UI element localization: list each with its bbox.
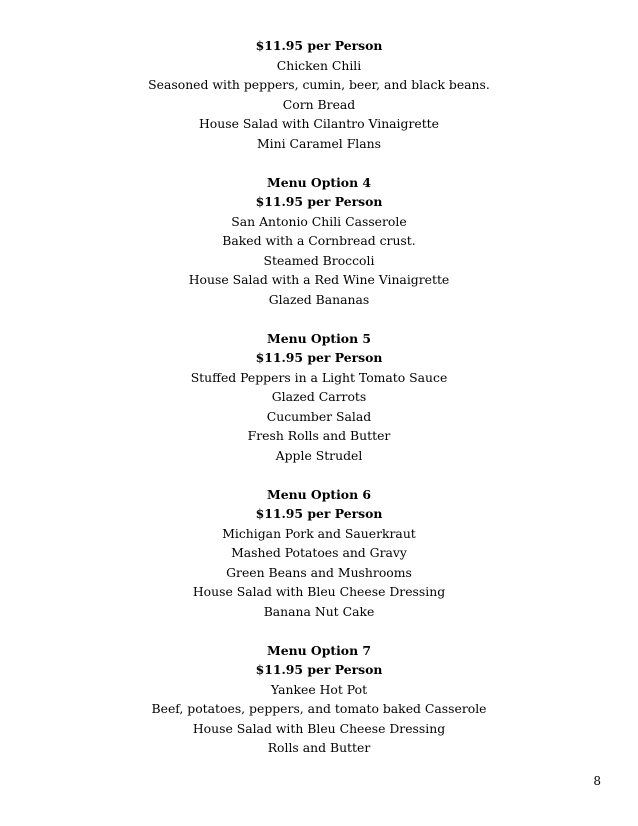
menu-item: Beef, potatoes, peppers, and tomato baked Casserole: [151, 701, 487, 716]
menu-option-4: [0, 173, 638, 310]
menu-item: Fresh Rolls and Butter: [247, 428, 391, 443]
menu-price: $11.95 per Person: [255, 350, 383, 365]
section-gap: [0, 153, 638, 173]
menu-item: House Salad with Bleu Cheese Dressing: [192, 584, 446, 599]
menu-item: Rolls and Butter: [267, 740, 371, 755]
menu-price: $11.95 per Person: [255, 38, 383, 53]
menu-title: Menu Option 5: [266, 330, 372, 346]
menu-item: Apple Strudel: [275, 447, 363, 463]
menu-item: San Antonio Chili Casserole: [231, 213, 407, 229]
menu-title: Menu Option 6: [266, 486, 372, 502]
menu-item: Glazed Bananas: [268, 291, 370, 307]
menu-item: Glazed Carrots: [271, 389, 367, 404]
menu-item: Chicken Chili: [276, 57, 362, 73]
menu-title: Menu Option 4: [266, 174, 372, 190]
menu-item: Stuffed Peppers in a Light Tomato Sauce: [190, 369, 448, 385]
menu-option-3-continued: [0, 36, 638, 153]
menu-title: Menu Option 7: [266, 642, 372, 658]
section-gap: [0, 465, 638, 485]
section-gap: [0, 309, 638, 329]
menu-item: Baked with a Cornbread crust.: [222, 233, 416, 248]
page-number: 8: [593, 774, 601, 788]
menu-price: $11.95 per Person: [255, 194, 383, 209]
menu-item: House Salad with Cilantro Vinaigrette: [198, 116, 439, 131]
menu-item: Green Beans and Mushrooms: [226, 564, 412, 580]
menu-item: House Salad with a Red Wine Vinaigrette: [188, 272, 450, 287]
menu-option-5: [0, 329, 638, 466]
menu-option-7: [0, 641, 638, 758]
menu-item: Steamed Broccoli: [263, 252, 375, 268]
menu-item: House Salad with Bleu Cheese Dressing: [192, 720, 446, 736]
menu-item: Yankee Hot Pot: [270, 681, 368, 697]
menu-item: Seasoned with peppers, cumin, beer, and black beans.: [148, 77, 490, 92]
menu-item: Banana Nut Cake: [263, 603, 375, 619]
menu-page: [0, 36, 638, 758]
menu-price: $11.95 per Person: [255, 506, 383, 521]
menu-item: Cucumber Salad: [266, 408, 372, 424]
menu-item: Corn Bread: [282, 96, 356, 112]
menu-option-6: [0, 485, 638, 622]
menu-item: Mashed Potatoes and Gravy: [231, 545, 407, 560]
menu-price: $11.95 per Person: [255, 662, 383, 677]
menu-item: Michigan Pork and Sauerkraut: [222, 525, 416, 541]
section-gap: [0, 621, 638, 641]
menu-item: Mini Caramel Flans: [257, 135, 381, 151]
